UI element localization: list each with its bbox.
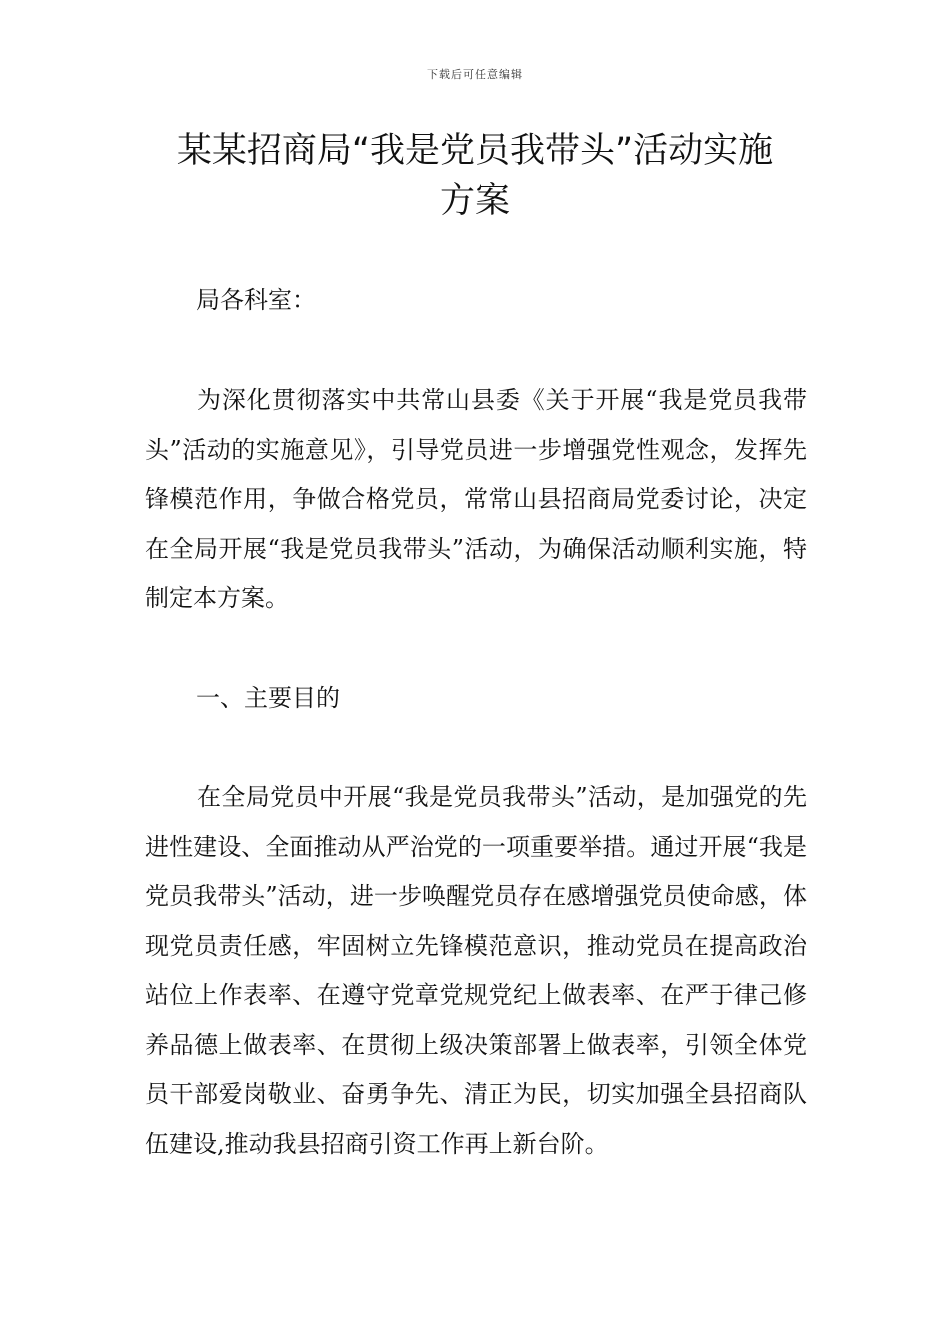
title-line-2: 方案 bbox=[439, 181, 510, 221]
title-line-1: 某某招商局“我是党员我带头”活动实施 bbox=[176, 131, 774, 171]
header-note: 下载后可任意编辑 bbox=[427, 68, 523, 81]
section-heading-main-purpose: 一、主要目的 bbox=[196, 684, 340, 712]
paragraph-main-purpose: 在全局党员中开展“我是党员我带头”活动，是加强党的先进性建设、全面推动从严治党的一项重要举措。通过开展“我是党员我带头”活动，进一步唤醒党员存在感增强党员使命感，体现党员责任感，牢固树立先锋模范意识，推动党员在提高政治站位上作表率、在遵守党章党规党纪上做表率、在严于律己修养品德上做表率、在贯彻上级决策部署上做表率，引领全体党员干部爱岗敬业、奋勇争先、清正为民，切实加强全县招商队伍建设,推动我县招商引资工作再上新台阶。 bbox=[145, 783, 807, 1158]
document-title bbox=[140, 126, 810, 226]
salutation: 局各科室： bbox=[196, 286, 316, 314]
paragraph-intro: 为深化贯彻落实中共常山县委《关于开展“我是党员我带头”活动的实施意见》，引导党员进一步增强党性观念，发挥先锋模范作用，争做合格党员，常常山县招商局党委讨论，决定在全局开展“我是党员我带头”活动，为确保活动顺利实施，特制定本方案。 bbox=[145, 386, 807, 612]
